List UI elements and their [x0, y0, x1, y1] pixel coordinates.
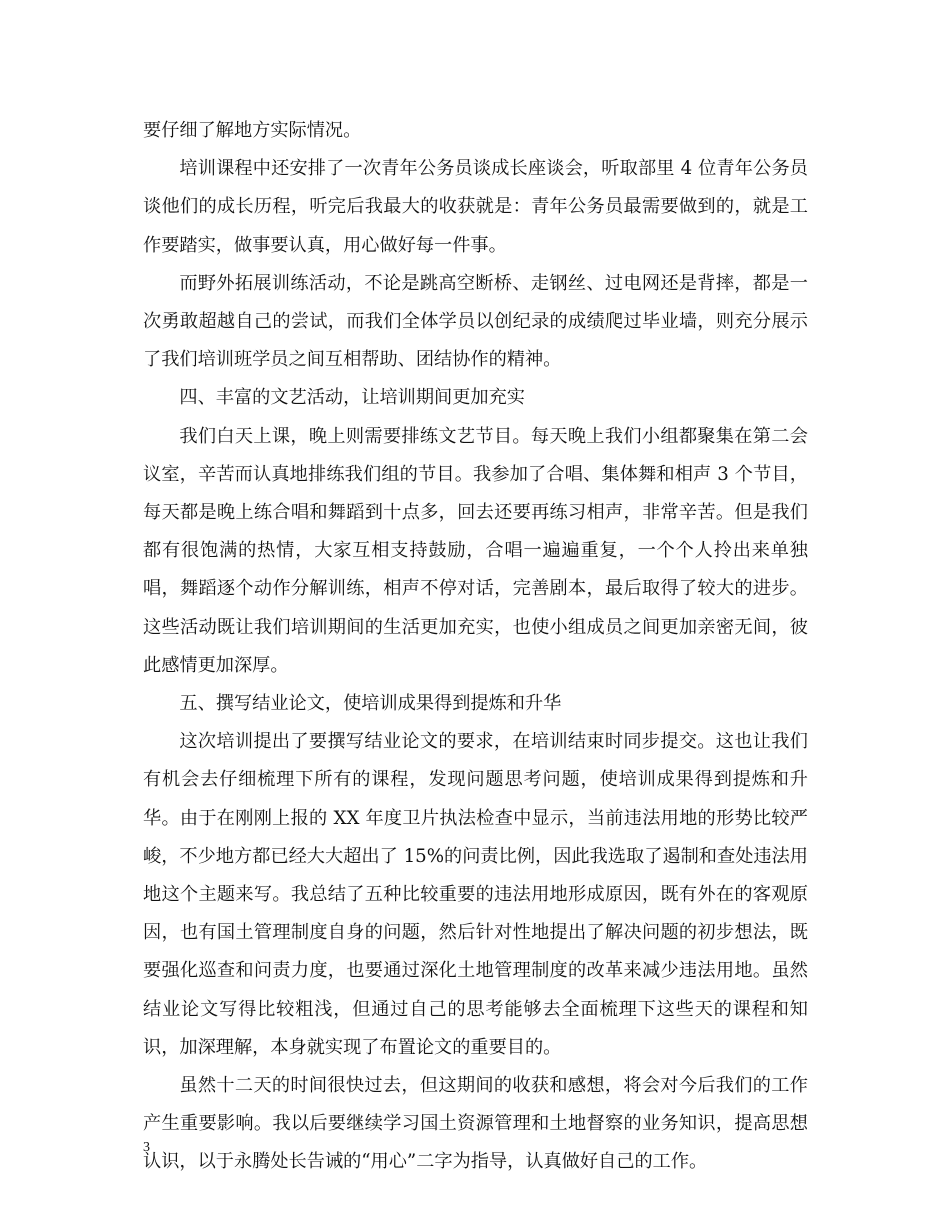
paragraph-continuation: 要仔细了解地方实际情况。 [143, 120, 362, 141]
paragraph: 我们白天上课，晚上则需要排练文艺节目。每天晚上我们小组都聚集在第二会议室，辛苦而认真地排练我们组的节目。我参加了合唱、集体舞和相声 3 个节目，每天都是晚上练合唱和舞蹈到十点多，回去还要再练习相声，非常辛苦。但是我们都有很饱满的热情，大家互相支持鼓励，合唱一遍遍重复，一个个人拎出来单独唱，舞蹈逐个动作分解训练，相声不停对话，完善剧本，最后取得了较大的进步。这些活动既让我们培训期间的生活更加充实，也使小组成员之间更加亲密无间，彼此感情更加深厚。 [143, 425, 808, 676]
paragraph: 而野外拓展训练活动，不论是跳高空断桥、走钢丝、过电网还是背摔，都是一次勇敢超越自己的尝试，而我们全体学员以创纪录的成绩爬过毕业墙，则充分展示了我们培训班学员之间互相帮助、团结协作的精神。 [143, 272, 808, 371]
paragraph: 培训课程中还安排了一次青年公务员谈成长座谈会，听取部里 4 位青年公务员谈他们的成长历程，听完后我最大的收获就是：青年公务员最需要做到的，就是工作要踏实，做事要认真，用心做好每一件事。 [143, 158, 808, 256]
section-heading: 五、撰写结业论文，使培训成果得到提炼和升华 [179, 693, 562, 715]
paragraph: 虽然十二天的时间很快过去，但这期间的收获和感想，将会对今后我们的工作产生重要影响。我以后要继续学习国土资源管理和土地督察的业务知识，提高思想认识，以于永腾处长告诫的“用心”二字为指导，认真做好自己的工作。 [143, 1075, 808, 1173]
section-heading: 四、丰富的文艺活动，让培训期间更加充实 [179, 387, 525, 409]
paragraph: 这次培训提出了要撰写结业论文的要求，在培训结束时同步提交。这也让我们有机会去仔细梳理下所有的课程，发现问题思考问题，使培训成果得到提炼和升华。由于在刚刚上报的 XX 年度卫片执法检查中显示，当前违法用地的形势比较严峻，不少地方都已经大大超出了 15%的问责比例，因此我选取了遏制和查处违法用地这个主题来写。我总结了五种比较重要的违法用地形成原因，既有外在的客观原因，也有国土管理制度自身的问题，然后针对性地提出了解决问题的初步想法，既要强化巡查和问责力度，也要通过深化土地管理制度的改革来减少违法用地。虽然结业论文写得比较粗浅，但通过自己的思考能够去全面梳理下这些天的课程和知识，加深理解，本身就实现了布置论文的重要目的。 [143, 731, 808, 1058]
page-number: 3 [143, 1140, 150, 1155]
document-body [143, 112, 808, 1182]
